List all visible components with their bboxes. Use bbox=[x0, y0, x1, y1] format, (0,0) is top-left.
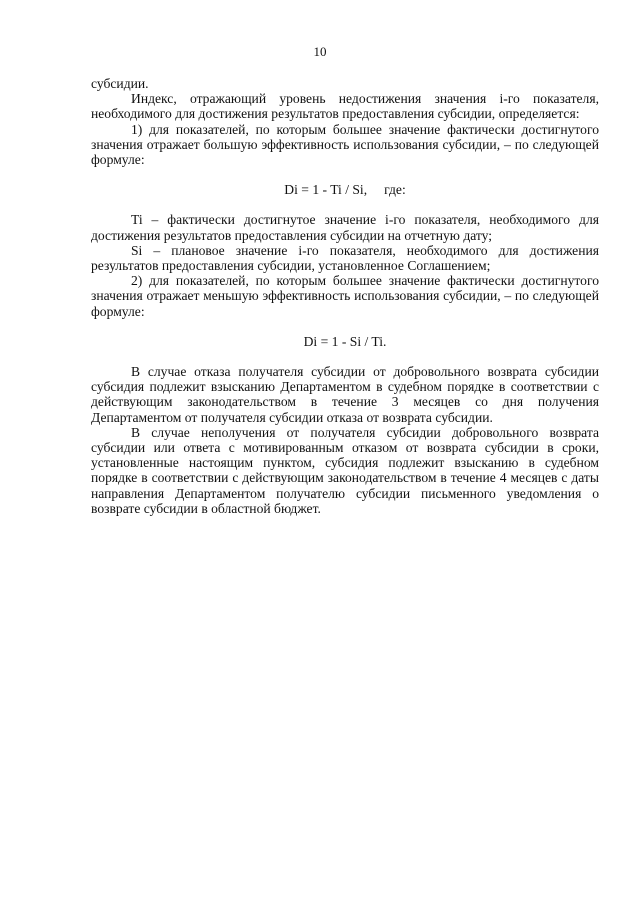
page-number: 10 bbox=[313, 44, 327, 59]
paragraph-index-definition: Индекс, отражающий уровень недостижения значения i-го показателя, необходимого для достижения результатов предоставления субсидии, определяется: bbox=[91, 91, 599, 122]
paragraph-non-receipt: В случае неполучения от получателя субсидии добровольного возврата субсидии или ответа с мотивированным отказом от возврата субсидии в сроки, установленные настоящим пунктом, субсидия подлежит взысканию в судебном порядке в соответствии с действующим законодательством в течение 4 месяцев с даты направления Департаментом получателю субсидии письменного уведомления о возврате субсидии в областной бюджет. bbox=[91, 424, 599, 516]
paragraph-refusal: В случае отказа получателя субсидии от добровольного возврата субсидии субсидия подлежит взысканию Департаментом в судебном порядке в соответствии с действующим законодательством в течение 3 месяцев со дня получения Департаментом от получателя субсидии отказа от возврата субсидии. bbox=[91, 364, 599, 425]
paragraph-case-2: 2) для показателей, по которым большее значение фактически достигнутого значения отражает меньшую эффективность использования субсидии, – по следующей формуле: bbox=[91, 273, 599, 319]
paragraph-case-1: 1) для показателей, по которым большее значение фактически достигнутого значения отражает большую эффективность использования субсидии, – по следующей формуле: bbox=[91, 121, 599, 168]
paragraph-continuation: субсидии. bbox=[91, 76, 149, 91]
paragraph-si-definition: Si – плановое значение i-го показателя, необходимого для достижения результатов предоставления субсидии, установленное Соглашением; bbox=[91, 242, 599, 274]
formula-1: Di = 1 - Ti / Si, где: bbox=[284, 182, 406, 198]
paragraph-ti-definition: Ti – фактически достигнутое значение i-го показателя, необходимого для достижения результатов предоставления субсидии на отчетную дату; bbox=[91, 212, 599, 243]
formula-2: Di = 1 - Si / Ti. bbox=[303, 333, 387, 349]
document-body bbox=[91, 76, 599, 516]
